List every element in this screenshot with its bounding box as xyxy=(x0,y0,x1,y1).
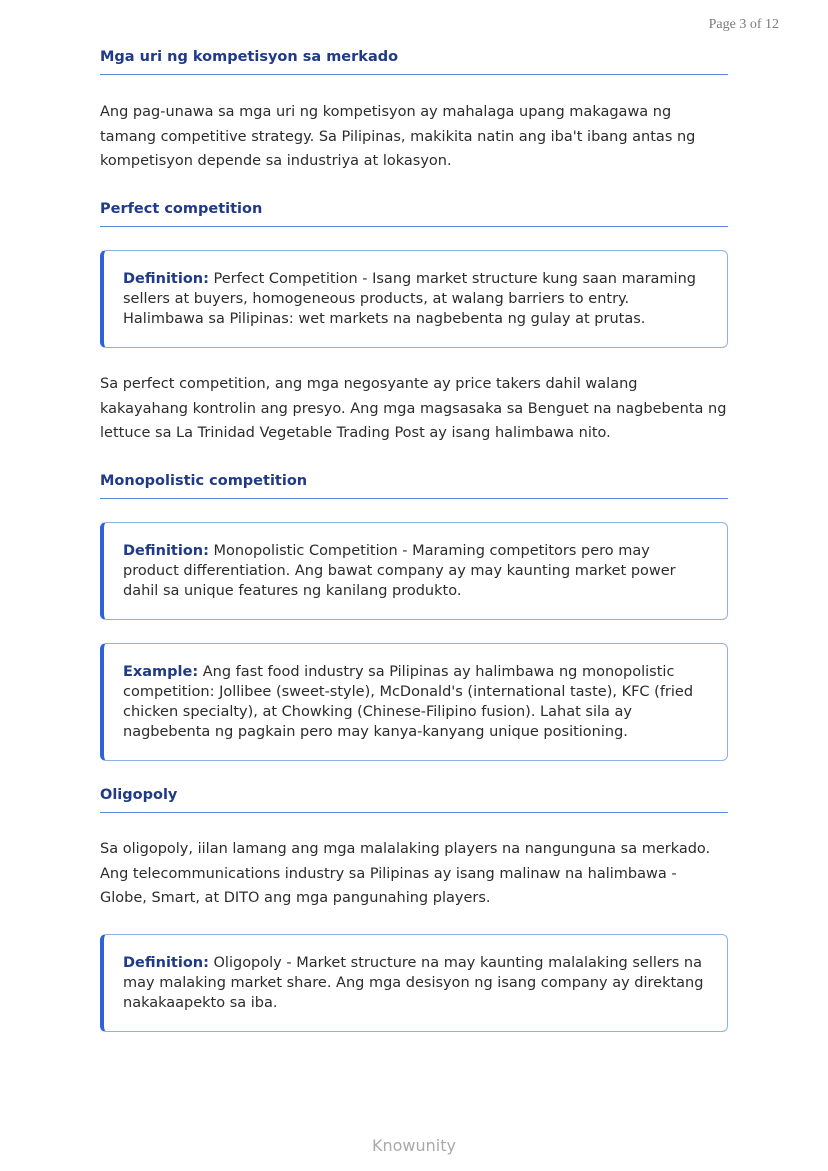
example-box-monopolistic-competition xyxy=(100,643,728,761)
document-content xyxy=(100,48,728,1032)
definition-label: Definition: xyxy=(123,271,209,288)
example-label: Example: xyxy=(123,663,199,680)
definition-label: Definition: xyxy=(123,542,209,559)
section-heading-oligopoly: Oligopoly xyxy=(100,786,728,813)
definition-text: Perfect Competition - Isang market structure kung saan maraming sellers at buyers, homogeneous products, at walang barriers to entry. Halimbawa sa Pilipinas: wet markets na nagbebenta ng gulay at prutas. xyxy=(123,271,696,328)
definition-text: Oligopoly - Market structure na may kaunting malalaking sellers na may malaking market share. Ang mga desisyon ng isang company ay direktang nakakaapekto sa iba. xyxy=(123,954,704,1011)
section-heading-main: Mga uri ng kompetisyon sa merkado xyxy=(100,48,728,75)
footer-brand: Knowunity xyxy=(372,1136,456,1155)
definition-box-monopolistic-competition xyxy=(100,522,728,620)
definition-label: Definition: xyxy=(123,954,209,971)
example-text: Ang fast food industry sa Pilipinas ay halimbawa ng monopolistic competition: Jollibee (sweet-style), McDonald's (international taste), KFC (fried chicken specialty), at Chowking (Chinese-Filipino fusion). Lahat sila ay nagbebenta ng pagkain pero may kanya-kanyang unique positioning. xyxy=(123,663,694,740)
definition-box-oligopoly xyxy=(100,934,728,1032)
definition-text: Monopolistic Competition - Maraming competitors pero may product differentiation. Ang bawat company ay may kaunting market power dahil sa unique features ng kanilang produkto. xyxy=(123,542,676,599)
definition-box-perfect-competition xyxy=(100,250,728,348)
perfect-competition-paragraph: Sa perfect competition, ang mga negosyante ay price takers dahil walang kakayahang kontrolin ang presyo. Ang mga magsasaka sa Benguet na nagbebenta ng lettuce sa La Trinidad Vegetable Trading Post ay isang halimbawa nito. xyxy=(100,376,727,442)
intro-paragraph: Ang pag-unawa sa mga uri ng kompetisyon ay mahalaga upang makagawa ng tamang competitive strategy. Sa Pilipinas, makikita natin ang iba't ibang antas ng kompetisyon depende sa industriya at lokasyon. xyxy=(100,104,696,170)
page-number: Page 3 of 12 xyxy=(708,17,779,32)
section-heading-monopolistic-competition: Monopolistic competition xyxy=(100,472,728,499)
section-heading-perfect-competition: Perfect competition xyxy=(100,200,728,227)
oligopoly-paragraph: Sa oligopoly, iilan lamang ang mga malalaking players na nangunguna sa merkado. Ang telecommunications industry sa Pilipinas ay isang malinaw na halimbawa - Globe, Smart, at DITO ang mga pangunahing players. xyxy=(100,841,711,907)
